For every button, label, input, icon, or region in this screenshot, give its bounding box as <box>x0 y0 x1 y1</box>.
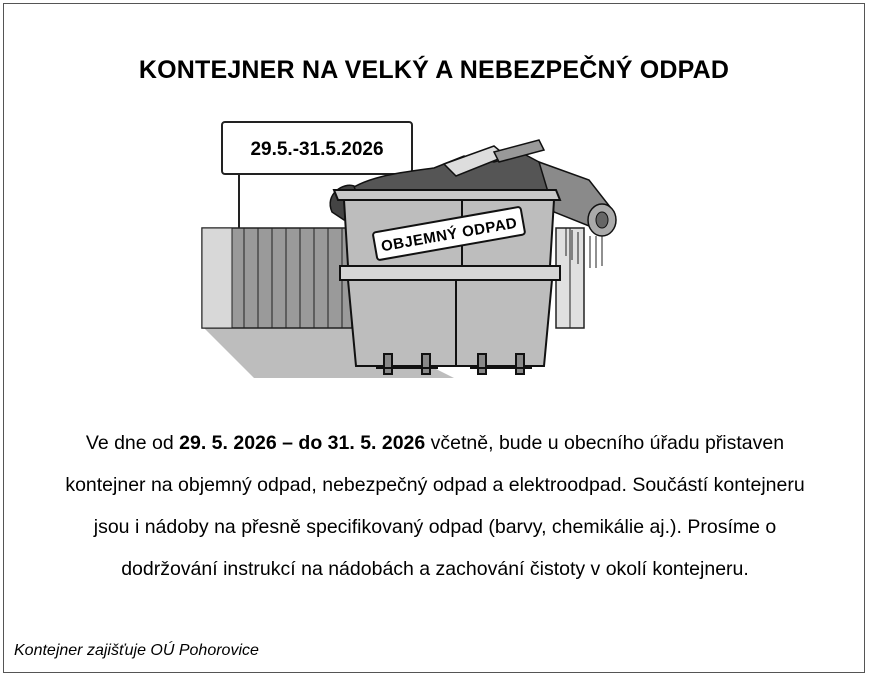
notice-line-2: kontejner na objemný odpad, nebezpečný odpad a elektroodpad. Součástí kontejneru <box>65 474 805 496</box>
footer-note: Kontejner zajišťuje OÚ Pohorovice <box>14 642 259 659</box>
notice-line-4: dodržování instrukcí na nádobách a zachování čistoty v okolí kontejneru. <box>121 558 749 580</box>
page-title: KONTEJNER NA VELKÝ A NEBEZPEČNÝ ODPAD <box>138 56 730 84</box>
container-icon <box>334 190 560 374</box>
sign-date: 29.5.-31.5.2026 <box>250 139 384 160</box>
container-label-text: OBJEMNÝ ODPAD <box>379 214 519 256</box>
date-range: 29. 5. 2026 – do 31. 5. 2026 <box>179 432 426 454</box>
notice-text <box>12 422 858 590</box>
waste-container-illustration <box>194 116 624 378</box>
date-sign <box>222 122 412 174</box>
notice-line-3: jsou i nádoby na přesně specifikovaný odpad (barvy, chemikálie aj.). Prosíme o <box>93 516 777 538</box>
notice-page <box>3 3 865 673</box>
notice-line-1: Ve dne od 29. 5. 2026 – do 31. 5. 2026 včetně, bude u obecního úřadu přistaven <box>85 432 785 454</box>
